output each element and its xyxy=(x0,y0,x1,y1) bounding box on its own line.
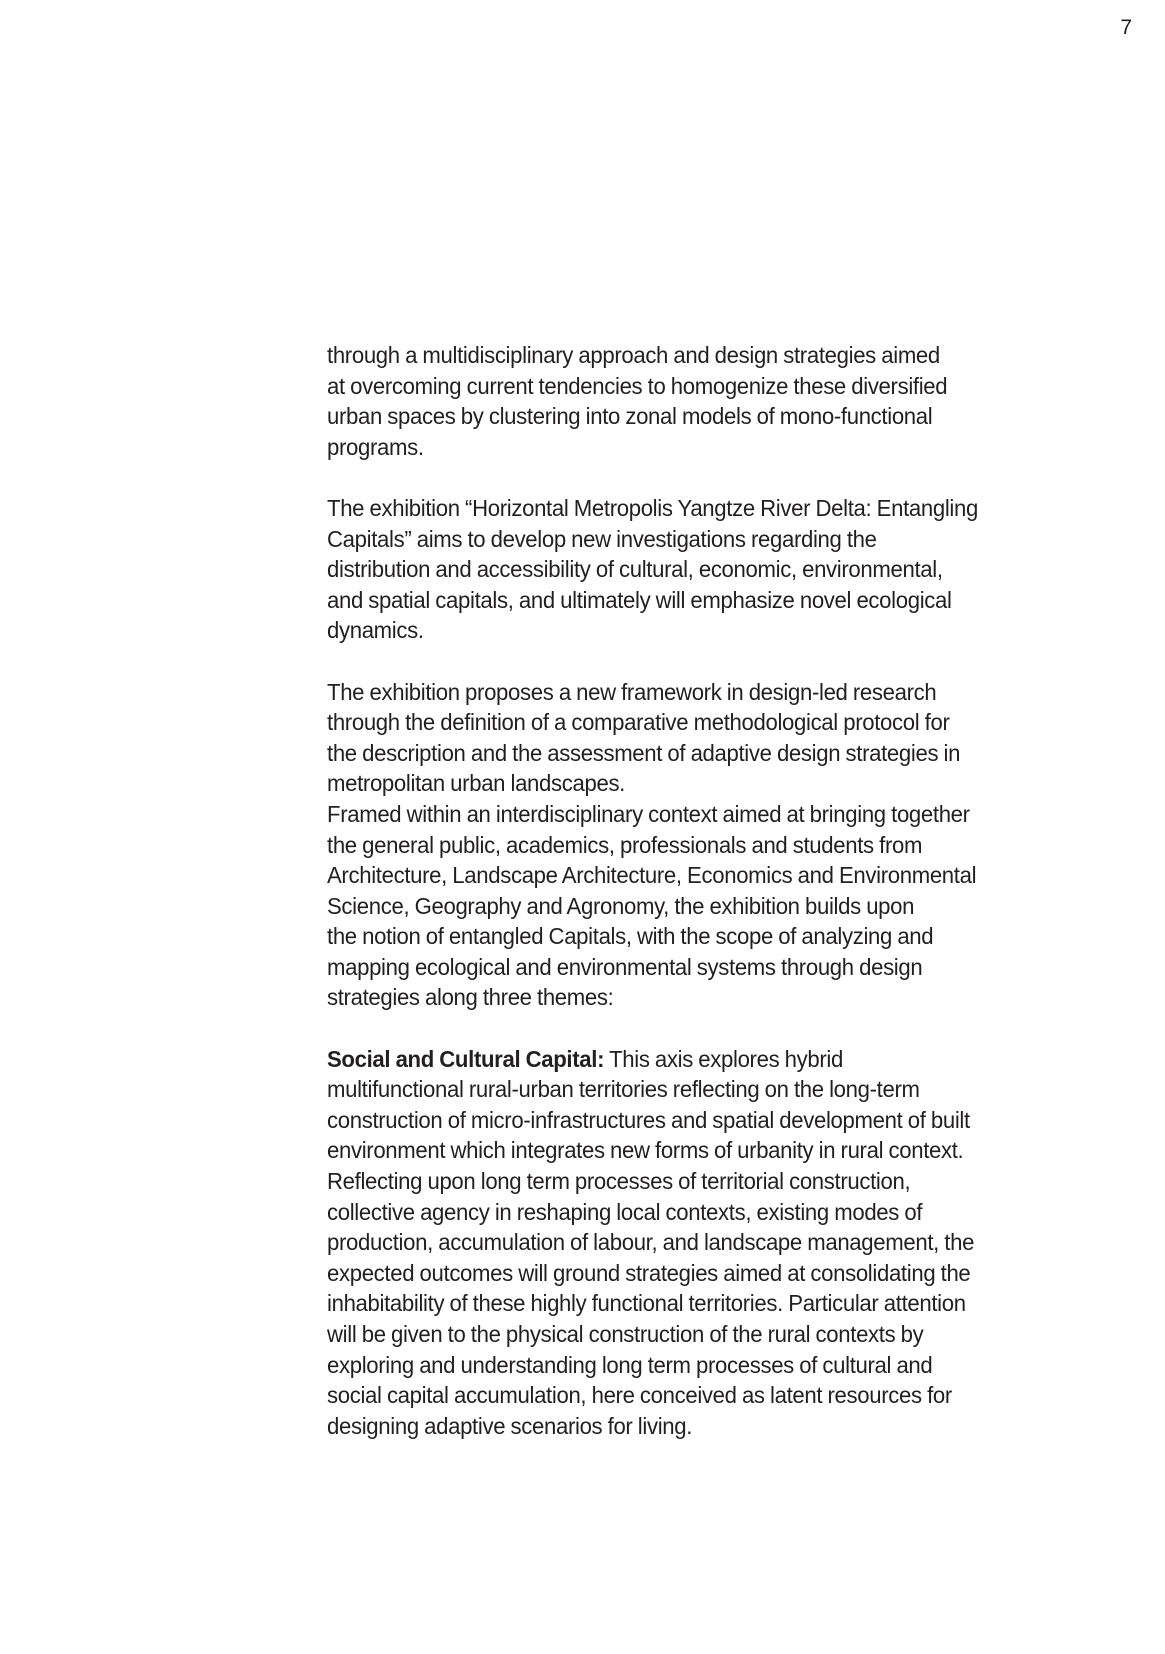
text-line: the description and the assessment of adaptive design strategies in xyxy=(327,739,961,766)
text-line: programs. xyxy=(327,433,424,460)
text-line: production, accumulation of labour, and landscape management, the xyxy=(327,1229,975,1256)
text-line: Capitals” aims to develop new investigations regarding the xyxy=(327,525,877,552)
text-line: the general public, academics, professionals and students from xyxy=(327,831,923,858)
page-number: 7 xyxy=(1120,16,1132,39)
text-line: urban spaces by clustering into zonal models of mono-functional xyxy=(327,403,933,430)
paragraph-framework xyxy=(327,677,1081,799)
text-line: strategies along three themes: xyxy=(327,984,614,1011)
text-line: metropolitan urban landscapes. xyxy=(327,770,626,797)
text-line: construction of micro-infrastructures and spatial development of built xyxy=(327,1106,970,1133)
text-line xyxy=(327,1044,1081,1075)
text-line: through a multidisciplinary approach and design strategies aimed xyxy=(327,342,940,368)
text-line: through the definition of a comparative methodological protocol for xyxy=(327,709,950,736)
text-line: will be given to the physical construction of the rural contexts by xyxy=(327,1321,924,1347)
text-line: The exhibition proposes a new framework in design-led research xyxy=(327,678,937,705)
text-line: the notion of entangled Capitals, with the scope of analyzing and xyxy=(327,923,934,950)
text-line: exploring and understanding long term processes of cultural and xyxy=(327,1351,933,1378)
text-line: environment which integrates new forms of urbanity in rural context. xyxy=(327,1137,964,1164)
text-line: Reflecting upon long term processes of territorial construction, xyxy=(327,1168,911,1195)
paragraph-interdisciplinary-context xyxy=(327,799,1081,1013)
text-line: Science, Geography and Agronomy, the exhibition builds upon xyxy=(327,892,915,919)
paragraph-exhibition-aims xyxy=(327,493,1081,646)
body-text xyxy=(327,340,1081,1441)
text-line: and spatial capitals, and ultimately will emphasize novel ecological xyxy=(327,586,952,613)
text-line: distribution and accessibility of cultural, economic, environmental, xyxy=(327,556,943,583)
text-line: at overcoming current tendencies to homogenize these diversified xyxy=(327,372,948,399)
text-line: designing adaptive scenarios for living. xyxy=(327,1412,693,1439)
text-line: dynamics. xyxy=(327,617,424,644)
text-line: inhabitability of these highly functional territories. Particular attention xyxy=(327,1290,966,1317)
text-line: social capital accumulation, here conceived as latent resources for xyxy=(327,1382,952,1409)
theme-heading-continuation: This axis explores hybrid xyxy=(604,1045,843,1072)
theme-heading: Social and Cultural Capital: xyxy=(327,1045,605,1072)
paragraph-intro-continuation xyxy=(327,340,1081,462)
text-line: Architecture, Landscape Architecture, Economics and Environmental xyxy=(327,862,977,889)
text-line: collective agency in reshaping local contexts, existing modes of xyxy=(327,1198,923,1225)
paragraph-social-cultural-capital xyxy=(327,1044,1081,1442)
text-line: Framed within an interdisciplinary context aimed at bringing together xyxy=(327,800,970,827)
text-line: multifunctional rural-urban territories reflecting on the long-term xyxy=(327,1076,920,1103)
text-line: mapping ecological and environmental systems through design xyxy=(327,953,923,980)
text-line: expected outcomes will ground strategies aimed at consolidating the xyxy=(327,1259,971,1286)
text-line: The exhibition “Horizontal Metropolis Yangtze River Delta: Entangling xyxy=(327,494,978,521)
